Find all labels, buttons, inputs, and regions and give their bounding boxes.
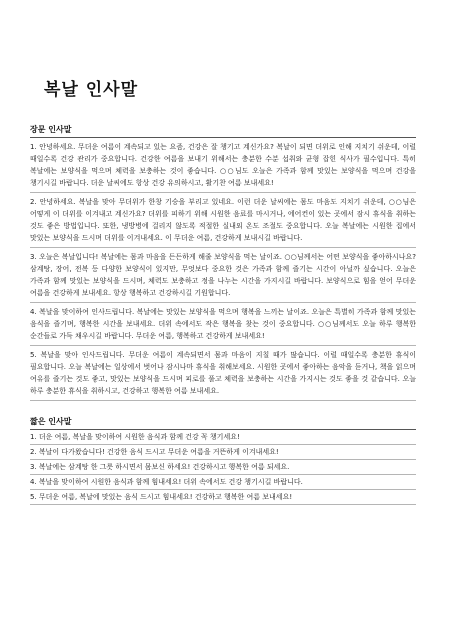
short-greeting-item: 2. 복날이 다가왔습니다! 건강한 음식 드시고 무더운 여름을 거뜬하게 이겨내세요! bbox=[30, 445, 416, 460]
short-greeting-item: 3. 복날에는 삼계탕 한 그릇 하시면서 몸보신 하세요! 건강하시고 행복한 여름 되세요. bbox=[30, 460, 416, 475]
document-page bbox=[30, 0, 416, 505]
document-title: 복날 인사말 bbox=[44, 80, 139, 100]
long-greeting-item: 1. 안녕하세요. 무더운 여름이 계속되고 있는 요즘, 건강은 잘 챙기고 계신가요? 복날이 되면 더위로 인해 지치기 쉬운데, 이럴 때일수록 건강 관리가 중요합니다. 건강한 여름을 보내기 위해서는 충분한 수분 섭취와 균형 잡힌 식사가 필수입니다. 특히 복날에는 보양식을 먹으며 체력을 보충하는 것이 좋습니다. ○○님도 오늘은 가족과 함께 맛있는 보양식을 먹으며 건강을 챙기시길 바랍니다. 더운 날씨에도 항상 건강 유의하시고, 활기찬 여름 보내세요! bbox=[30, 138, 416, 193]
short-greetings-heading: 짧은 인사말 bbox=[30, 417, 72, 426]
long-greeting-item: 4. 복날을 맞이하여 인사드립니다. 복날에는 맛있는 보양식을 먹으며 행복을 느끼는 날이죠. 오늘은 특별히 가족과 함께 맛있는 음식을 즐기며, 행복한 시간을 보내세요. 더위 속에서도 작은 행복을 찾는 것이 중요합니다. ○○님께서도 오늘 하루 행복한 순간들로 가득 채우시길 바랍니다. 무더운 여름, 행복하고 건강하게 보내세요! bbox=[30, 303, 416, 346]
long-greeting-item: 5. 복날을 맞아 인사드립니다. 무더운 여름이 계속되면서 몸과 마음이 지칠 때가 많습니다. 이럴 때일수록 충분한 휴식이 필요합니다. 오늘 복날에는 일상에서 벗어나 잠시나마 휴식을 취해보세요. 시원한 곳에서 좋아하는 음악을 듣거나, 책을 읽으며 여유를 즐기는 것도 좋고, 맛있는 보양식을 드시며 피로를 풀고 체력을 보충하는 시간을 가지시는 것도 좋을 것 같습니다. 오늘 하루 충분한 휴식을 취하시고, 건강하고 행복한 여름 보내세요. bbox=[30, 346, 416, 401]
long-greeting-item: 3. 오늘은 복날입니다! 복날에는 몸과 마음을 든든하게 해줄 보양식을 먹는 날이죠. ○○님께서는 어떤 보양식을 좋아하시나요? 삼계탕, 장어, 전복 등 다양한 보양식이 있지만, 무엇보다 중요한 것은 가족과 함께 즐기는 시간이 아닐까 싶습니다. 오늘은 가족과 함께 맛있는 보양식을 드시며, 체력도 보충하고 정을 나누는 시간을 가지시길 바랍니다. 보양식으로 힘을 얻어 무더운 여름을 건강하게 보내세요. 항상 행복하고 건강하시길 기원합니다. bbox=[30, 248, 416, 303]
long-greeting-item: 2. 안녕하세요. 복날을 맞아 무더위가 한창 기승을 부리고 있네요. 이런 더운 날씨에는 몸도 마음도 지치기 쉬운데, ○○님은 어떻게 이 더위를 이겨내고 계신가요? 더위를 피하기 위해 시원한 음료를 마시거나, 에어컨이 있는 곳에서 잠시 휴식을 취하는 것도 좋은 방법입니다. 또한, 냉방병에 걸리지 않도록 적절한 실내외 온도 조절도 중요합니다. 오늘 복날에는 시원한 집에서 맛있는 보양식을 드시며 더위를 이겨내세요. 이 무더운 여름, 건강하게 보내시길 바랍니다. bbox=[30, 193, 416, 248]
short-greeting-item: 1. 더운 여름, 복날을 맞이하여 시원한 음식과 함께 건강 꼭 챙기세요! bbox=[30, 430, 416, 445]
long-greetings-heading: 장문 인사말 bbox=[30, 125, 72, 134]
short-greeting-item: 4. 복날을 맞이하여 시원한 음식과 함께 힘내세요! 더위 속에서도 건강 챙기시길 바랍니다. bbox=[30, 475, 416, 490]
long-greetings-list bbox=[30, 138, 416, 401]
short-greetings-list bbox=[30, 430, 416, 505]
short-greeting-item: 5. 무더운 여름, 복날에 맛있는 음식 드시고 힘내세요! 건강하고 행복한 여름 보내세요! bbox=[30, 490, 416, 505]
